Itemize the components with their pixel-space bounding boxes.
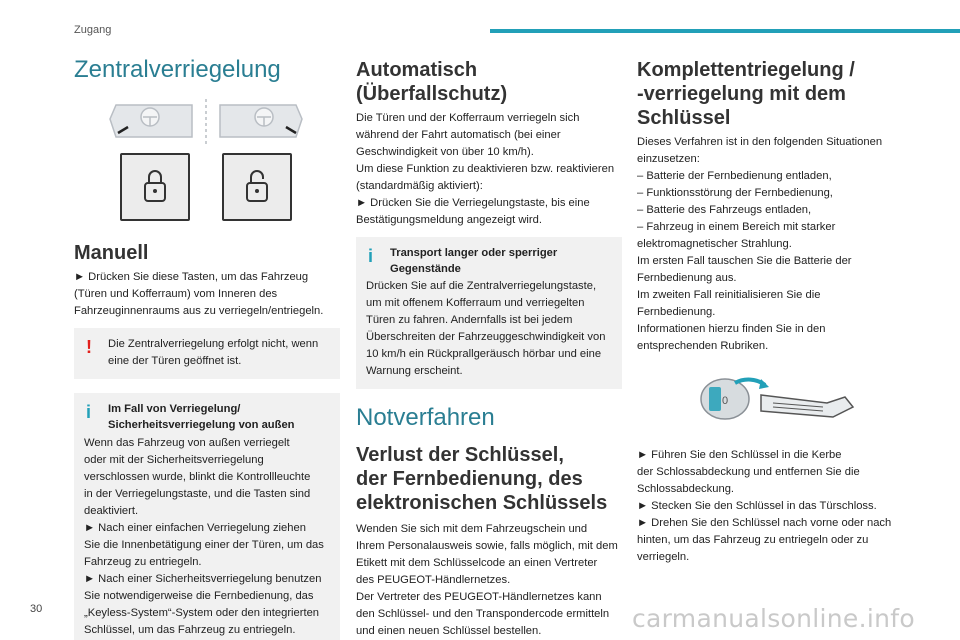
column-1 (74, 52, 340, 640)
info-box-external-lock (74, 393, 340, 640)
verlust-text: Wenden Sie sich mit dem Fahrzeugschein und Ihrem Personalausweis sowie, falls möglich, mit dem Etikett mit dem Schlüsselcode an einen Vertreter des PEUGEOT-Händlernetzes. Der Vertreter des PEUGEOT-Händlernetzes kann den Schlüssel- und den Transpondercode ermitteln und einen neuen Schlüssel bestellen. (356, 523, 618, 637)
info-title: Transport langer oder sperriger Gegenstände (390, 247, 558, 275)
svg-text:0: 0 (721, 395, 729, 407)
unlock-button (222, 153, 292, 221)
page-title: Zentralverriegelung (74, 56, 281, 83)
key-steps-text: ► Führen Sie den Schlüssel in die Kerbe der Schlossabdeckung und entfernen Sie die Schlossabdeckung. ► Stecken Sie den Schlüssel in das Türschloss. ► Drehen Sie den Schlüssel nach vorne oder nach hinten, um das Fahrzeug zu entriegeln oder zu verriegeln. (637, 449, 892, 563)
info-icon: i (86, 402, 92, 422)
info-title: Im Fall von Verriegelung/ Sicherheitsverriegelung von außen (108, 403, 295, 431)
auto-text: Die Türen und der Kofferraum verriegeln sich während der Fahrt automatisch (bei einer Geschwindigkeit von über 10 km/h). Um diese Funktion zu deaktivieren bzw. reaktivieren (standardmäßig aktiviert): ► Drücken Sie die Verriegelungstaste, bis eine Bestätigungsmeldung angezeigt wird. (356, 112, 615, 226)
lock-closed-icon (122, 155, 188, 219)
column-3 (637, 52, 902, 566)
column-2 (356, 52, 622, 640)
lock-button (120, 153, 190, 221)
key-lock-illustration (637, 365, 902, 433)
manual-heading: Manuell (74, 242, 149, 264)
warning-text: Die Zentralverriegelung erfolgt nicht, wenn eine der Türen geöffnet ist. (108, 338, 319, 367)
key-procedure-text: Dieses Verfahren ist in den folgenden Situationen einzusetzen: – Batterie der Fernbedienung entladen, – Funktionsstörung der Fernbedienung, – Batterie des Fahrzeugs entladen, – Fahrzeug in einem Bereich mit starker elektromagnetischer Strahlung. Im ersten Fall tauschen Sie die Batterie der Fernbedienung aus. Im zweiten Fall reinitialisieren Sie die Fernbedienung. Informationen hierzu finden Sie in den entsprechenden Rubriken. (637, 136, 883, 352)
header-accent-bar (490, 29, 960, 33)
auto-heading: Automatisch (Überfallschutz) (356, 59, 508, 105)
key-procedure-heading: Komplettentriegelung / -verriegelung mit dem Schlüssel (637, 59, 855, 129)
notverfahren-title: Notverfahren (356, 404, 495, 431)
info-box-transport (356, 237, 622, 389)
warning-icon: ! (86, 337, 92, 357)
page-number: 30 (30, 603, 43, 615)
section-label: Zugang (74, 24, 112, 36)
lock-buttons-illustration (74, 153, 340, 231)
info-icon: i (368, 246, 374, 266)
info-text: Wenn das Fahrzeug von außen verriegelt oder mit der Sicherheitsverriegelung verschlossen wurde, blinkt die Kontrollleuchte in der Verriegelungstaste, und die Tasten sind deaktiviert. ► Nach einer einfachen Verriegelung ziehen Sie die Innenbetätigung einer der Türen, um das Fahrzeug zu entriegeln. ► Nach einer Sicherheitsverriegelung benutzen Sie notwendigerweise die Fernbedienung, das „Keyless-System“-System oder den integrierten Schlüssel, um das Fahrzeug zu entriegeln. (84, 437, 324, 636)
car-interior-illustration (74, 97, 340, 149)
info-text: Drücken Sie auf die Zentralverriegelungstaste, um mit offenem Kofferraum und verriegelten Türen zu fahren. Andernfalls ist bei jedem Überschreiten der Fahrzeuggeschwindigkeit von 10 km/h ein Rückprallgeräusch hörbar und eine Warnung erscheint. (366, 280, 606, 377)
verlust-heading: Verlust der Schlüssel, der Fernbedienung, des elektronischen Schlüssels (356, 444, 608, 514)
manual-text: ► Drücken Sie diese Tasten, um das Fahrzeug (Türen und Kofferraum) vom Inneren des Fahrzeuginnenraums aus zu verriegeln/entriegeln. (74, 271, 324, 317)
watermark: carmanualsonline.info (632, 604, 915, 633)
warning-box (74, 328, 340, 379)
lock-open-icon (224, 155, 290, 219)
